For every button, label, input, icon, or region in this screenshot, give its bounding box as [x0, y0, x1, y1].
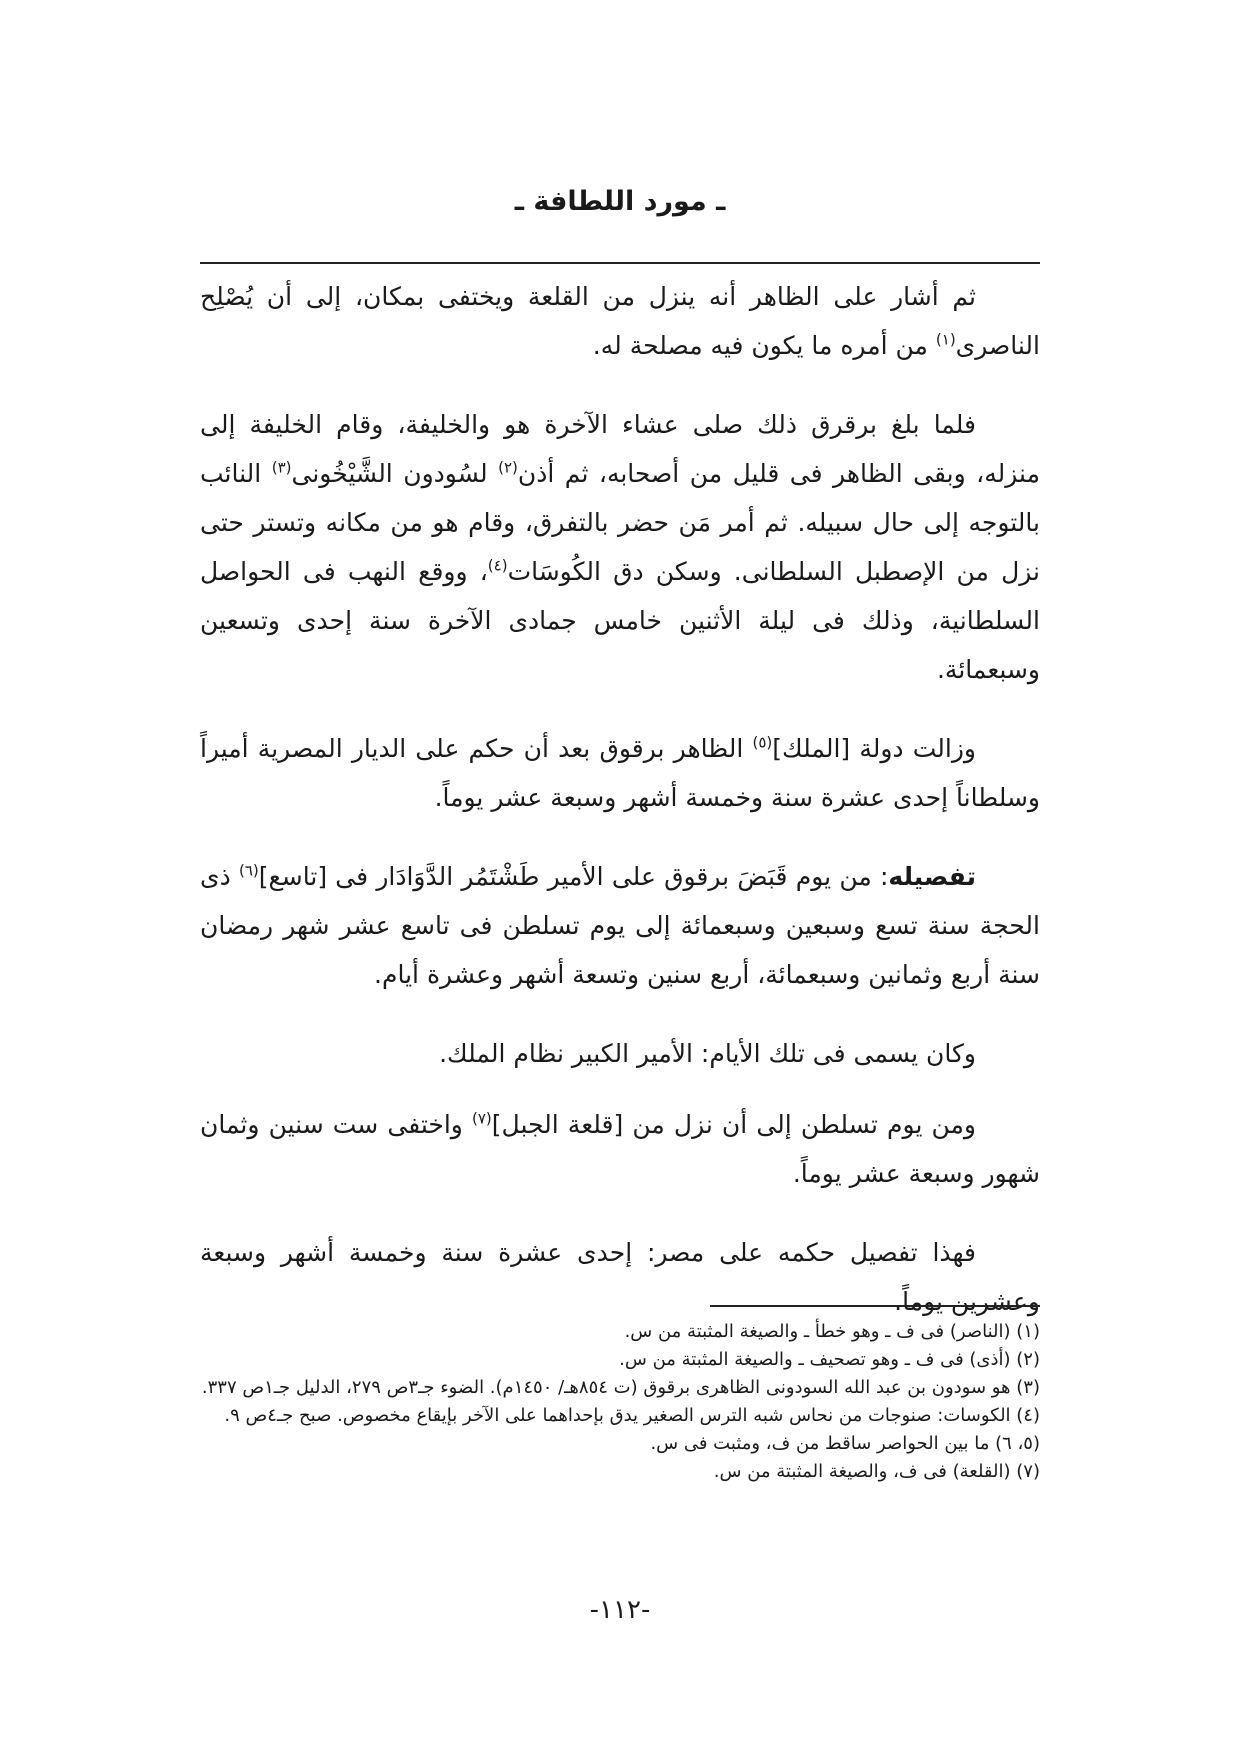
- paragraph-3-part-b: الظاهر برقوق بعد أن حكم على الديار المصرية أميراً وسلطاناً إحدى عشرة سنة وخمسة أشهر وسبعة عشر يوماً.: [200, 734, 1040, 812]
- header-rule: [200, 262, 1040, 264]
- paragraph-3-part-a: وزالت دولة [الملك]: [772, 734, 976, 763]
- footnote-5-6: (٥، ٦) ما بين الحواصر ساقط من ف، ومثبت فى س.: [650, 1433, 1040, 1454]
- running-title: ـ مورد اللطافة ـ: [514, 186, 726, 217]
- paragraph-7: [200, 1228, 1040, 1326]
- page-number: -١١٢-: [589, 1595, 651, 1625]
- footnote-ref-1: (١): [935, 330, 956, 349]
- paragraph-3: [200, 724, 1040, 822]
- footnote-ref-4: (٤): [487, 556, 508, 575]
- footnote-7: (٧) (القلعة) فى ف، والصيغة المثبتة من س.: [713, 1461, 1040, 1482]
- paragraph-2-part-b: لسُودون الشَّيْخُونى: [291, 459, 499, 488]
- footnote-4: (٤) الكوسات: صنوجات من نحاس شبه الترس الصغير يدق بإحداهما على الآخر بإيقاع مخصوص. صبح جـ٤ص ٩.: [224, 1405, 1040, 1426]
- footnote-rule: [710, 1305, 1040, 1307]
- paragraph-1: [200, 272, 1040, 370]
- paragraph-4: [200, 852, 1040, 999]
- paragraph-4-part-a: : من يوم قَبَضَ برقوق على الأمير طَشْتَمُر الدَّوَادَار فى [تاسع]: [258, 862, 889, 891]
- paragraph-6-part-b: واختفى ست سنين وثمان شهور وسبعة عشر يوماً.: [200, 1110, 1040, 1188]
- paragraph-2-part-a: فلما بلغ برقرق ذلك صلى عشاء الآخرة هو والخليفة، وقام الخليفة إلى منزله، وبقى الظاهر فى قليل من أصحابه، ثم أذن: [200, 410, 1040, 488]
- paragraph-2-part-d: ، ووقع النهب فى الحواصل السلطانية، وذلك فى ليلة الأثنين خامس جمادى الآخرة سنة إحدى وتسعين وسبعمائة.: [200, 557, 1040, 684]
- footnotes: [200, 1318, 1040, 1486]
- footnote-ref-5: (٥): [752, 733, 773, 752]
- paragraph-6: [200, 1100, 1040, 1198]
- footnote-3: (٣) هو سودون بن عبد الله السودونى الظاهرى برقوق (ت ٨٥٤هـ/ ١٤٥٠م). الضوء جـ٣ص ٢٧٩، الدليل جـ١ص ٣٣٧.: [201, 1377, 1040, 1398]
- paragraph-7-text: فهذا تفصيل حكمه على مصر: إحدى عشرة سنة وخمسة أشهر وسبعة وعشرين يوماً.: [200, 1238, 1040, 1316]
- term-tafsiluh: تفصيله: [888, 862, 977, 891]
- footnote-ref-2: (٢): [498, 458, 518, 477]
- paragraph-2-part-c: النائب بالتوجه إلى حال سبيله. ثم أمر مَن حضر بالتفرق، وقام هو من مكانه وتستر حتى نزل من الإصطبل السلطانى. وسكن دق الكُوسَات: [200, 459, 1041, 586]
- footnote-1: (١) (الناصر) فى ف ـ وهو خطأ ـ والصيغة المثبتة من س.: [624, 1321, 1040, 1342]
- paragraph-6-part-a: ومن يوم تسلطن إلى أن نزل من [قلعة الجبل]: [491, 1110, 977, 1139]
- footnote-ref-6: (٦): [238, 861, 259, 880]
- paragraph-5-text: وكان يسمى فى تلك الأيام: الأمير الكبير نظام الملك.: [439, 1039, 976, 1068]
- footnote-ref-7: (٧): [471, 1109, 492, 1128]
- paragraph-5: [200, 1029, 1040, 1078]
- paragraph-2: [200, 400, 1040, 694]
- paragraph-1-text: ثم أشار على الظاهر أنه ينزل من القلعة ويختفى بمكان، إلى أن يُصْلِح الناصرى: [200, 282, 1040, 360]
- footnote-ref-3: (٣): [271, 458, 292, 477]
- footnote-2: (٢) (أذى) فى ف ـ وهو تصحيف ـ والصيغة المثبتة من س.: [619, 1349, 1040, 1370]
- paragraph-1-tail: من أمره ما يكون فيه مصلحة له.: [592, 331, 936, 360]
- paragraph-4-part-b: ذى الحجة سنة تسع وسبعين وسبعمائة إلى يوم تسلطن فى تاسع عشر شهر رمضان سنة أربع وثمانين وسبعمائة، أربع سنين وتسعة أشهر وعشرة أيام.: [200, 862, 1040, 989]
- main-text: [200, 272, 1040, 1356]
